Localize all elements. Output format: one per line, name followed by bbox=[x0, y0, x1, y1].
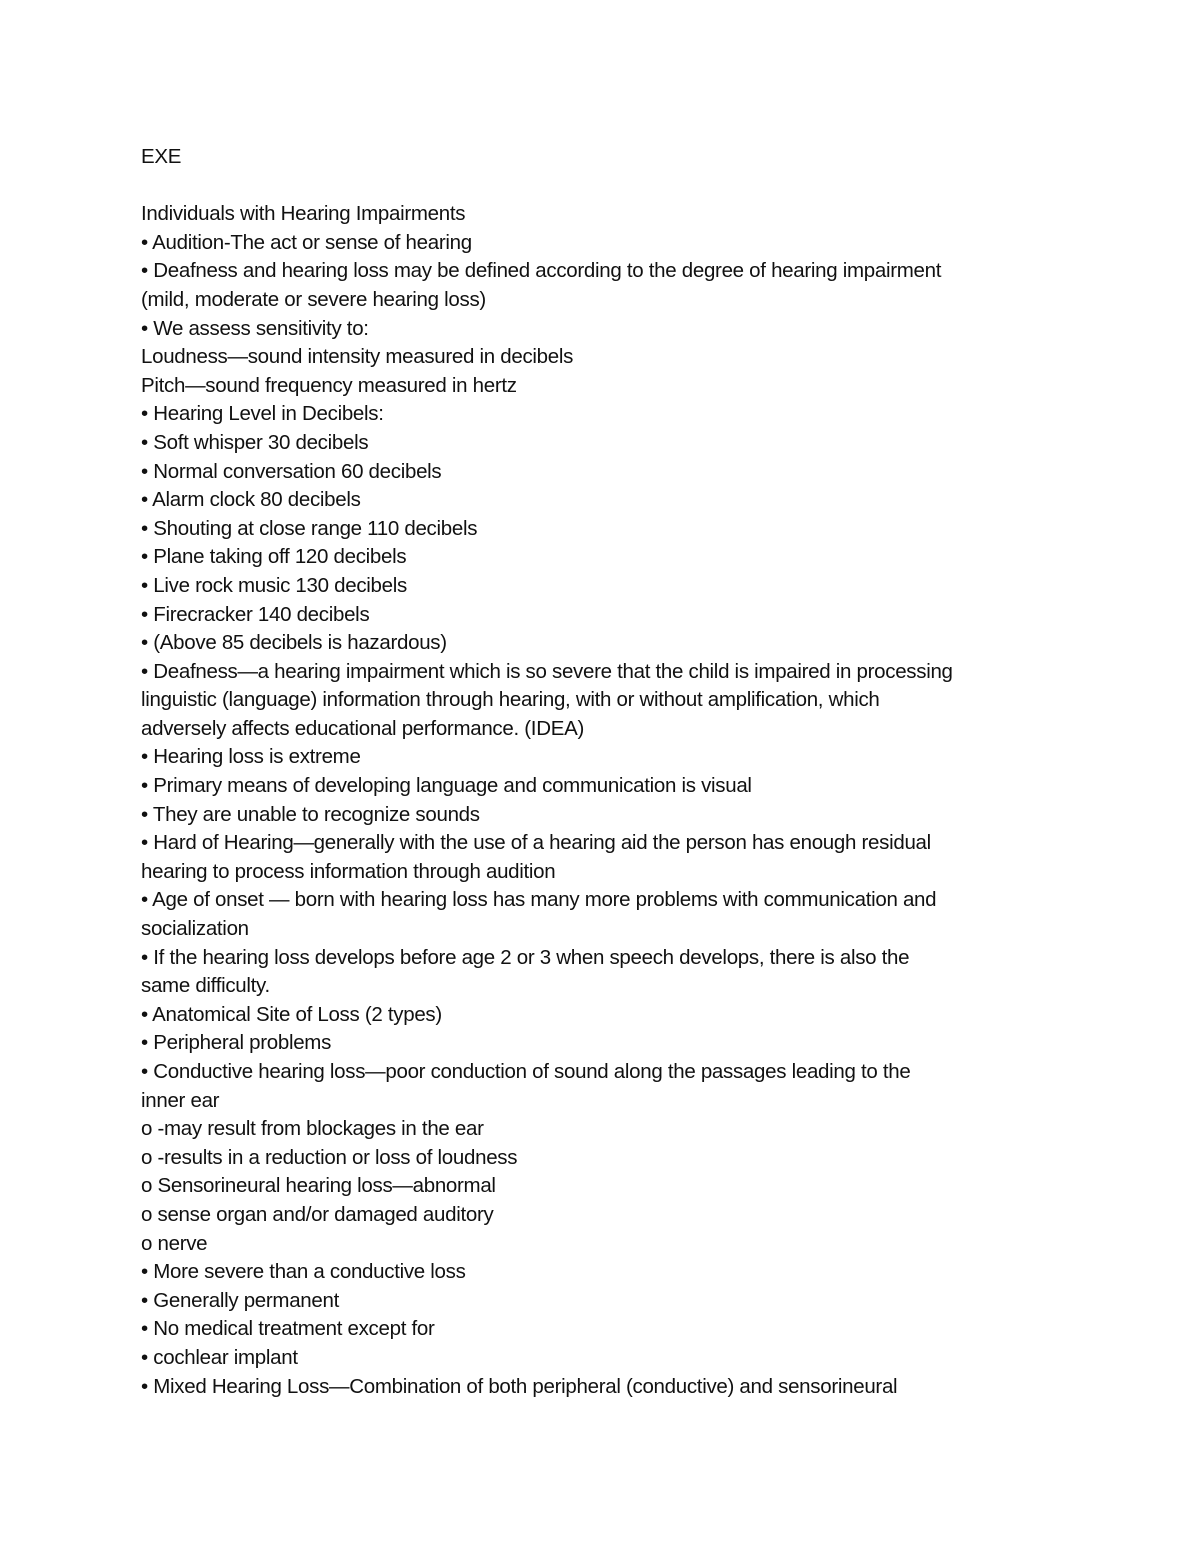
text-line: • Firecracker 140 decibels bbox=[141, 602, 370, 626]
text-line: • Audition-The act or sense of hearing bbox=[141, 230, 472, 254]
text-line: linguistic (language) information through hearing, with or without amplification, which bbox=[141, 688, 880, 712]
text-line: • If the hearing loss develops before age 2 or 3 when speech develops, there is also the bbox=[141, 945, 910, 969]
text-line: • Shouting at close range 110 decibels bbox=[141, 516, 478, 540]
text-line: • cochlear implant bbox=[141, 1345, 298, 1369]
text-line: • More severe than a conductive loss bbox=[141, 1260, 466, 1284]
document-page bbox=[141, 143, 1141, 1401]
text-line: socialization bbox=[141, 917, 249, 941]
blank-line bbox=[141, 172, 1141, 201]
text-line: • Generally permanent bbox=[141, 1288, 340, 1312]
text-line: inner ear bbox=[141, 1088, 220, 1112]
text-line: o -may result from blockages in the ear bbox=[141, 1117, 484, 1141]
text-line: • Deafness and hearing loss may be defined according to the degree of hearing impairment bbox=[141, 259, 942, 283]
text-line: • Normal conversation 60 decibels bbox=[141, 459, 442, 483]
document-heading: EXE bbox=[141, 145, 182, 168]
text-line: hearing to process information through audition bbox=[141, 859, 556, 883]
text-line: (mild, moderate or severe hearing loss) bbox=[141, 287, 486, 311]
text-line: • Conductive hearing loss—poor conduction of sound along the passages leading to the bbox=[141, 1060, 911, 1083]
text-line: o Sensorineural hearing loss—abnormal bbox=[141, 1174, 496, 1198]
text-line: o sense organ and/or damaged auditory bbox=[141, 1202, 494, 1226]
text-line: adversely affects educational performance. (IDEA) bbox=[141, 716, 584, 740]
text-line: • Mixed Hearing Loss—Combination of both peripheral (conductive) and sensorineural bbox=[141, 1374, 898, 1398]
text-line: Loudness—sound intensity measured in decibels bbox=[141, 345, 574, 369]
text-line: • Live rock music 130 decibels bbox=[141, 573, 407, 597]
text-line: o -results in a reduction or loss of loudness bbox=[141, 1145, 518, 1169]
text-line: Individuals with Hearing Impairments bbox=[141, 202, 466, 226]
text-line: • They are unable to recognize sounds bbox=[141, 802, 480, 826]
text-line: Pitch—sound frequency measured in hertz bbox=[141, 373, 517, 397]
text-line: • No medical treatment except for bbox=[141, 1317, 435, 1341]
text-line: • Hearing Level in Decibels: bbox=[141, 402, 384, 426]
text-line: • Alarm clock 80 decibels bbox=[141, 488, 361, 512]
document-body bbox=[141, 200, 1141, 1401]
text-line: same difficulty. bbox=[141, 974, 270, 998]
text-line: • Soft whisper 30 decibels bbox=[141, 430, 369, 454]
text-line: • Peripheral problems bbox=[141, 1031, 332, 1055]
text-line: • Hard of Hearing—generally with the use of a hearing aid the person has enough residual bbox=[141, 831, 931, 855]
text-line: • Primary means of developing language and communication is visual bbox=[141, 774, 752, 798]
text-line: • Plane taking off 120 decibels bbox=[141, 545, 407, 569]
text-line: o nerve bbox=[141, 1231, 208, 1255]
text-line: • We assess sensitivity to: bbox=[141, 316, 369, 340]
text-line: • Deafness—a hearing impairment which is so severe that the child is impaired in processing bbox=[141, 659, 953, 683]
text-line: • (Above 85 decibels is hazardous) bbox=[141, 631, 447, 655]
text-line: • Anatomical Site of Loss (2 types) bbox=[141, 1002, 442, 1026]
text-line: • Hearing loss is extreme bbox=[141, 745, 361, 769]
text-line: • Age of onset — born with hearing loss has many more problems with communication and bbox=[141, 888, 937, 912]
